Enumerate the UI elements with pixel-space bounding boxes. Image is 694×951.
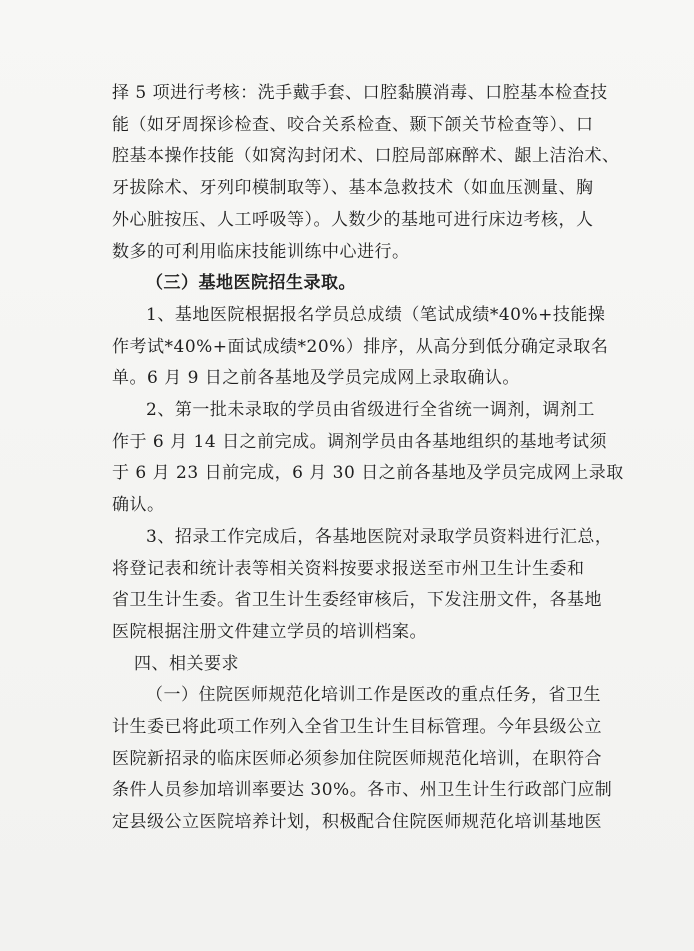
text-line: 医院新招录的临床医师必须参加住院医师规范化培训，在职符合 [112, 748, 602, 769]
paragraph-item-3 [112, 522, 613, 649]
text-line: 2、第一批未录取的学员由省级进行全省统一调剂，调剂工 [146, 400, 595, 421]
text-line: 省卫生计生委。省卫生计生委经审核后，下发注册文件，各基地 [112, 590, 602, 611]
text-line: 3、招录工作完成后，各基地医院对录取学员资料进行汇总， [146, 526, 613, 547]
text-line: 单。6 月 9 日之前各基地及学员完成网上录取确认。 [112, 368, 520, 389]
paragraph-item-1 [112, 300, 609, 395]
text-line: 将登记表和统计表等相关资料按要求报送至市州卫生计生委和 [112, 558, 585, 579]
text-line: 作于 6 月 14 日之前完成。调剂学员由各基地组织的基地考试须 [112, 431, 608, 452]
subheading-text: （三）基地医院招生录取。 [146, 273, 356, 294]
text-line: 定县级公立医院培养计划，积极配合住院医师规范化培训基地医 [112, 812, 602, 833]
paragraph-requirement-1 [112, 680, 613, 839]
text-line: 于 6 月 23 日前完成，6 月 30 日之前各基地及学员完成网上录取 [112, 463, 624, 484]
text-line: 作考试*40%+面试成绩*20%）排序，从高分到低分确定录取名 [112, 336, 609, 357]
text-line: 数多的可利用临床技能训练中心进行。 [112, 241, 410, 262]
text-line: 医院根据注册文件建立学员的培训档案。 [112, 621, 427, 642]
paragraph-exam-items [112, 78, 620, 268]
text-line: 确认。 [112, 495, 165, 516]
text-line: 择 5 项进行考核：洗手戴手套、口腔黏膜消毒、口腔基本检查技 [112, 83, 608, 103]
paragraph-item-2 [112, 395, 624, 522]
text-line: 外心脏按压、人工呼吸等）。人数少的基地可进行床边考核，人 [112, 209, 594, 230]
text-line: 计生委已将此项工作列入全省卫生计生目标管理。今年县级公立 [112, 717, 602, 738]
section-heading-requirements [112, 649, 600, 681]
text-line: 牙拔除术、牙列印模制取等）、基本急救技术（如血压测量、胸 [112, 178, 594, 199]
section-heading-text: 四、相关要求 [134, 653, 239, 674]
text-line: （一）住院医师规范化培训工作是医改的重点任务，省卫生 [146, 685, 601, 706]
document-body [112, 78, 624, 839]
text-line: 能（如牙周探诊检查、咬合关系检查、颞下颌关节检查等）、口 [112, 114, 594, 135]
text-line: 腔基本操作技能（如窝沟封闭术、口腔局部麻醉术、龈上洁治术、 [112, 146, 620, 167]
subheading-admission [112, 268, 600, 300]
text-line: 1、基地医院根据报名学员总成绩（笔试成绩*40%+技能操 [146, 304, 606, 325]
text-line: 条件人员参加培训率要达 30%。各市、州卫生计生行政部门应制 [112, 780, 613, 801]
